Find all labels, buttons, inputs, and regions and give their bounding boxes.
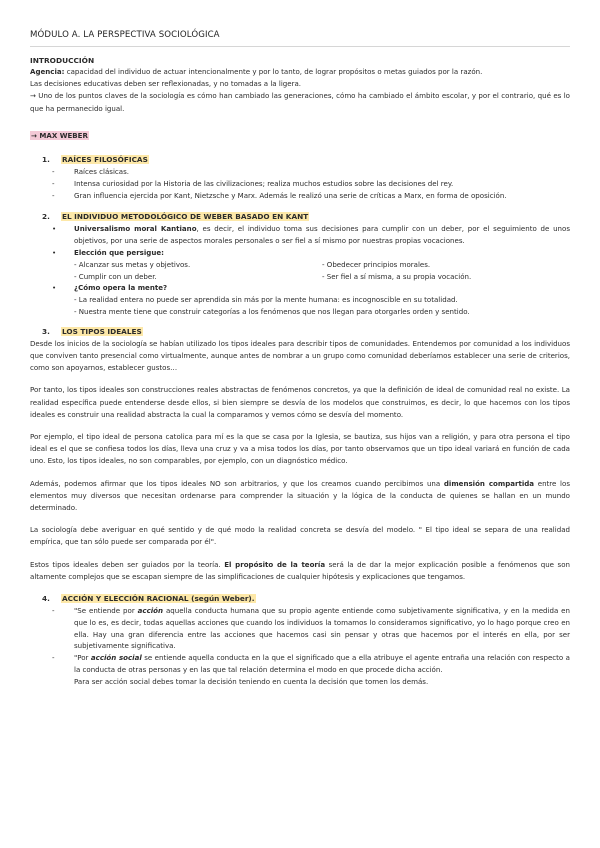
intro-line-3: → Uno de los puntos claves de la sociología es cómo han cambiado las generaciones, cómo ha cambiado el ámbito escolar, y por el contrario, qué es lo que ha permanecido igual. (30, 91, 570, 113)
accion-text-end: aquella conducta humana que su propio agente entiende como subjetivamente significativa, y en la medida en que lo es, es decir, todas aquellas acciones que cuando los individuos la tomamos lo consideramos significativo, yo lo hago porque creo en ella. Hay una gran diferencia entre las acciones que hacemos casi sin pensar y otras que hacemos por el interés en ella, por ser subjetivamente significativa. (74, 606, 570, 651)
accion-social-text-end: se entiende aquella conducta en la que el significado que a ella atribuye el agente entraña una relación con respecto a la conducta de otras personas y en las que tal relación determina el modo en que procede dicha acción. (74, 653, 570, 675)
eleccion-grid (74, 259, 570, 283)
eleccion-right-col (322, 259, 570, 283)
mente-label: ¿Cómo opera la mente? (74, 283, 168, 293)
weber-heading: → MAX WEBER (31, 130, 88, 140)
list-item: • Elección que persigue: - Alcanzar sus metas y objetivos. - Cumplir con un deber. - Obedecer principios morales. - Ser fiel a sí misma, a su propia vocación. (52, 247, 570, 282)
agencia-term: Agencia: (30, 67, 65, 76)
accion-term: acción (137, 606, 164, 616)
section-2-number: 2. (42, 212, 50, 222)
list-item-text: Gran influencia ejercida por Kant, Nietzsche y Marx. Además le realizó una serie de críticas a Marx, en forma de oposición. (74, 190, 507, 200)
eleccion-label: Elección que persigue: (74, 248, 164, 257)
section-4-number: 4. (42, 594, 50, 604)
title-divider (30, 46, 570, 47)
mente-line: - La realidad entera no puede ser aprendida sin más por la mente humana: es incognoscible en su totalidad. (74, 295, 458, 305)
tipos-paragraph-2: Por tanto, los tipos ideales son construcciones reales abstractas de fenómenos concretos, ya que la definición de ideal de comunidad real no existe. La realidad específica puede entenderse desde ellos, si bien siempre se desvía de los modelos que construimos, es decir, lo que hacemos con los tipos ideales es construir una realidad abstracta la cual la comparamos y vemos cómo se desvía del momento. (30, 385, 570, 419)
universalismo-term: Universalismo moral Kantiano (74, 224, 197, 234)
eleccion-item: - Alcanzar sus metas y objetivos. (74, 259, 191, 269)
accion-text: "Se entiende por (74, 606, 138, 616)
section-2-list (30, 223, 570, 317)
page-title: MÓDULO A. LA PERSPECTIVA SOCIOLÓGICA (30, 30, 220, 40)
tipos-paragraph-5: La sociología debe averiguar en qué sentido y de qué modo la realidad concreta se desvía del modelo. " El tipo ideal se separa de una realidad empírica, que tan sólo puede ser comparada por él". (30, 525, 570, 547)
intro-line-2: Las decisiones educativas deben ser reflexionadas, y no tomadas a la ligera. (30, 79, 302, 89)
list-item: - Gran influencia ejercida por Kant, Nietzsche y Marx. Además le realizó una serie de críticas a Marx, en forma de oposición. (52, 190, 507, 200)
tipos-paragraph-6 (30, 559, 570, 583)
tipos-p6-text-end: será la de dar la mejor explicación posible a fenómenos que son altamente complejos que se escapan siempre de las simplificaciones de cualquier hipótesis y explicaciones que tengamos. (30, 559, 570, 581)
list-item: • Universalismo moral Kantiano, es decir, el individuo toma sus decisiones para cumplir con un deber, por el seguimiento de unos objetivos, por una serie de aspectos morales personales o ser fiel a sí mismo por nuestras propias vocaciones. (52, 224, 570, 246)
section-4-title: ACCIÓN Y ELECCIÓN RACIONAL (según Weber). (62, 594, 255, 604)
agencia-text: capacidad del individuo de actuar intencionalmente y por lo tanto, de lograr propósitos o metas guiados por la razón. (64, 67, 483, 76)
eleccion-item: - Ser fiel a sí misma, a su propia vocación. (322, 271, 472, 281)
eleccion-left-col (74, 259, 322, 283)
eleccion-item: - Obedecer principios morales. (322, 259, 431, 269)
list-item: - Intensa curiosidad por la Historia de las civilizaciones; realiza muchos estudios sobre las decisiones del rey. (52, 178, 454, 188)
accion-social-term: acción social (90, 653, 142, 663)
tipos-p6-text: Estos tipos ideales deben ser guiados por la teoría. (30, 559, 225, 569)
weber-heading-row (30, 130, 570, 142)
list-item: - Raíces clásicas. (52, 167, 130, 177)
list-item-text: Raíces clásicas. (74, 167, 130, 177)
tipos-paragraph-1: Desde los inicios de la sociología se habían utilizado los tipos ideales para describir tipos de comunidades. Entendemos por comunidad a los individuos que conviven tanto presencial como virtualmente, aunque antes de nombrar a un grupo como comunidad deberíamos establecer una serie de criterios, como son apoyarnos, establecer gustos… (30, 338, 570, 373)
proposito-teoria-term: El propósito de la teoría (224, 559, 326, 569)
list-item: • ¿Cómo opera la mente? - La realidad entera no puede ser aprendida sin más por la mente humana: es incognoscible en su totalidad. - Nuestra mente tiene que construir categorías a los fenómenos que nos llegan para otorgarles orden y sentido. (52, 282, 570, 317)
list-item: - "Por acción social se entiende aquella conducta en la que el significado que a ella atribuye el agente entraña una relación con respecto a la conducta de otras personas y en las que tal relación determina el modo en que procede dicha acción. Para ser acción social debes tomar la decisión teniendo en cuenta la decisión que tomen los demás. (52, 653, 570, 686)
section-3-title: LOS TIPOS IDEALES (62, 326, 142, 336)
section-3-heading (42, 326, 570, 338)
tipos-paragraph-3: Por ejemplo, el tipo ideal de persona catolica para mí es la que se casa por la Iglesia, se bautiza, sus hijos van a religión, y para otra persona el tipo ideal es el que se confiesa todos los días, lleva una cruz y va a misa todos los días, por tanto observamos que un tipo ideal variará en función de cada uno. Esto, los tipos ideales, no son comparables, por ejemplo, con un diagnóstico médico. (30, 432, 570, 466)
accion-social-note: Para ser acción social debes tomar la decisión teniendo en cuenta la decisión que tomen los demás. (74, 676, 429, 686)
list-item: - "Se entiende por acción aquella conducta humana que su propio agente entiende como subjetivamente significativa, y en la medida en que lo es, es decir, todas aquellas acciones que cuando los individuos la tomamos lo consideramos significativo, yo lo hago porque creo en ella. Hay una gran diferencia entre las acciones que hacemos casi sin pensar y otras que hacemos por el interés en ella, por ser subjetivamente significativa. (52, 606, 570, 651)
mente-line: - Nuestra mente tiene que construir categorías a los fenómenos que nos llegan para otorgarles orden y sentido. (74, 306, 470, 316)
section-4-heading (42, 593, 570, 605)
universalismo-text: , es decir, el individuo toma sus decisiones para cumplir con un deber, por el seguimiento de unos objetivos, por una serie de aspectos morales personales o ser fiel a sí mismo por nuestras propias vocaciones. (74, 224, 570, 246)
section-4-list (30, 605, 570, 688)
agencia-definition (30, 66, 570, 78)
eleccion-item: - Cumplir con un deber. (74, 271, 157, 281)
tipos-p4-text-end: entre los elementos muy diversos que necesitan ordenarse para comprender la situación y la lógica de la conducta de quienes se hallan en un mundo determinado. (30, 478, 570, 513)
tipos-p4-text: Además, podemos afirmar que los tipos ideales NO son arbitrarios, y que los creamos cuando percibimos una (30, 478, 444, 488)
list-item-text: Intensa curiosidad por la Historia de las civilizaciones; realiza muchos estudios sobre las decisiones del rey. (74, 178, 454, 188)
section-2-heading (42, 211, 570, 223)
section-1-list (30, 166, 570, 201)
section-2-title: EL INDIVIDUO METODOLÓGICO DE WEBER BASADO EN KANT (62, 212, 309, 222)
dimension-compartida-term: dimensión compartida (443, 478, 535, 488)
tipos-paragraph-4 (30, 478, 570, 515)
section-1-title: RAÍCES FILOSÓFICAS (62, 155, 148, 165)
section-1-heading (42, 154, 570, 166)
accion-social-text: "Por (74, 653, 91, 663)
section-3-number: 3. (42, 326, 50, 336)
section-1-number: 1. (42, 155, 50, 165)
intro-heading: INTRODUCCIÓN (30, 56, 95, 65)
